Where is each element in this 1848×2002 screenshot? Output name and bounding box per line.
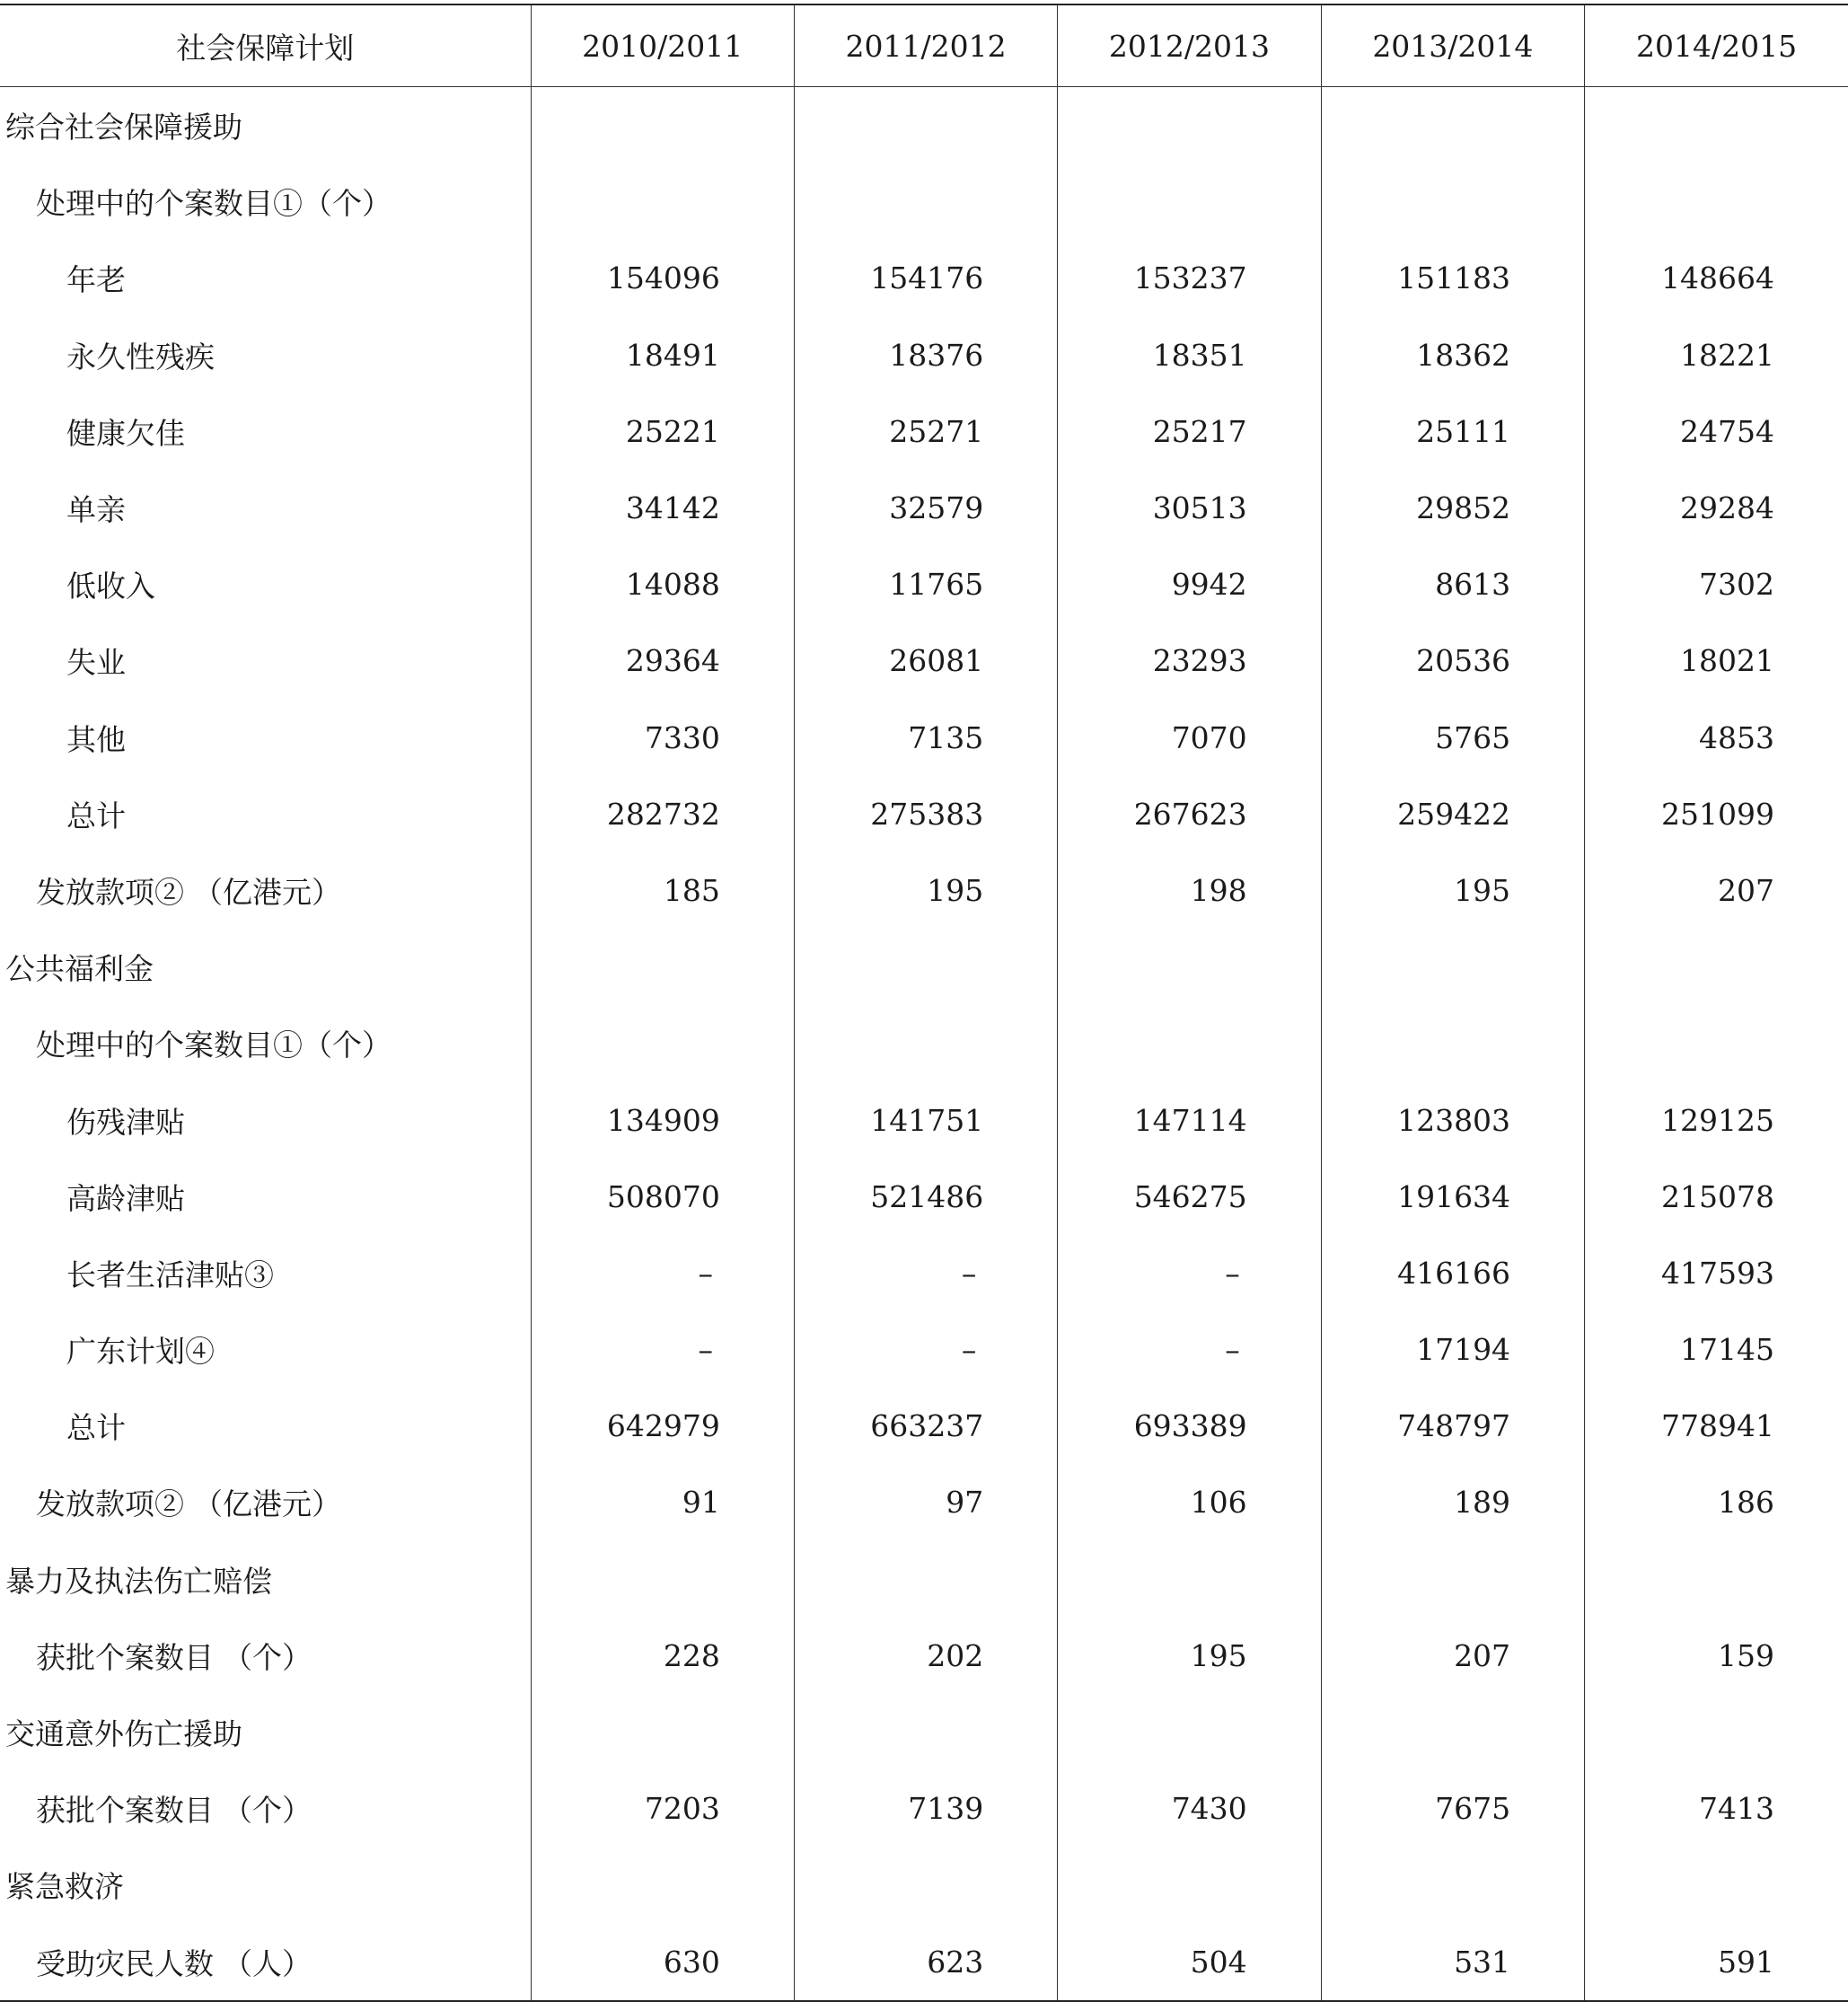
row-label-cell — [0, 1770, 531, 1847]
table-row — [0, 1311, 1848, 1388]
row-label-cell — [0, 393, 531, 470]
value-cell: 25221 — [531, 393, 794, 470]
blank-cell — [794, 1005, 1057, 1081]
value-cell: 195 — [1058, 1618, 1321, 1694]
value-cell: 147114 — [1058, 1081, 1321, 1158]
row-label-cell — [0, 622, 531, 699]
section-row — [0, 87, 1848, 164]
header-year-cell: 2013/2014 — [1321, 4, 1584, 87]
value-cell: 275383 — [794, 776, 1057, 852]
header-label-cell: 社会保障计划 — [0, 4, 531, 87]
row-label-cell — [0, 1847, 531, 1923]
row-label: 低收入 — [66, 569, 155, 604]
table-row — [0, 470, 1848, 546]
row-label: 处理中的个案数目①（个） — [36, 186, 392, 222]
value-cell: 159 — [1585, 1618, 1848, 1694]
subsection-row — [0, 163, 1848, 240]
row-label-cell — [0, 1311, 531, 1388]
row-unit: （个） — [223, 1793, 312, 1829]
subsection-row — [0, 1618, 1848, 1694]
value-cell: 7330 — [531, 700, 794, 776]
value-cell: 25271 — [794, 393, 1057, 470]
value-cell: 693389 — [1058, 1388, 1321, 1464]
row-unit: （人） — [223, 1945, 312, 1981]
blank-cell — [1321, 1005, 1584, 1081]
value-cell: 417593 — [1585, 1235, 1848, 1311]
row-unit: （亿港元） — [193, 874, 341, 910]
blank-cell — [1585, 87, 1848, 164]
subsection-row — [0, 1464, 1848, 1540]
value-cell: 282732 — [531, 776, 794, 852]
dash-mark: – — [961, 1332, 977, 1368]
blank-cell — [1058, 1005, 1321, 1081]
row-label-cell — [0, 929, 531, 1005]
row-label-cell — [0, 852, 531, 929]
blank-cell — [1058, 929, 1321, 1005]
header-row — [0, 4, 1848, 87]
value-cell: 623 — [794, 1924, 1057, 2001]
value-cell: 259422 — [1321, 776, 1584, 852]
value-cell: 504 — [1058, 1924, 1321, 2001]
value-cell: 153237 — [1058, 240, 1321, 316]
table-row — [0, 1081, 1848, 1158]
row-label: 发放款项② — [36, 1486, 184, 1522]
value-cell: 17145 — [1585, 1311, 1848, 1388]
row-label: 广东计划④ — [66, 1334, 215, 1370]
value-cell: 11765 — [794, 546, 1057, 622]
table-row — [0, 776, 1848, 852]
table-row — [0, 622, 1848, 699]
value-cell: 267623 — [1058, 776, 1321, 852]
blank-cell — [1321, 87, 1584, 164]
header-year-cell: 2011/2012 — [794, 4, 1057, 87]
value-cell: 129125 — [1585, 1081, 1848, 1158]
value-cell: 251099 — [1585, 776, 1848, 852]
value-cell: 215078 — [1585, 1159, 1848, 1235]
dash-mark: – — [1225, 1255, 1240, 1291]
blank-cell — [1585, 1005, 1848, 1081]
value-cell: 24754 — [1585, 393, 1848, 470]
blank-cell — [1058, 163, 1321, 240]
social-security-table — [0, 4, 1848, 2002]
value-cell: 151183 — [1321, 240, 1584, 316]
row-label-cell — [0, 1081, 531, 1158]
value-cell: 5765 — [1321, 700, 1584, 776]
blank-cell — [1321, 163, 1584, 240]
value-cell: 7203 — [531, 1770, 794, 1847]
blank-cell — [794, 1694, 1057, 1770]
blank-cell — [531, 1541, 794, 1618]
value-cell: 25111 — [1321, 393, 1584, 470]
table-row — [0, 240, 1848, 316]
blank-cell — [1585, 163, 1848, 240]
value-cell: 18021 — [1585, 622, 1848, 699]
value-cell: 25217 — [1058, 393, 1321, 470]
value-cell: 207 — [1321, 1618, 1584, 1694]
value-cell: 531 — [1321, 1924, 1584, 2001]
dash-mark: – — [698, 1255, 713, 1291]
row-label: 单亲 — [66, 492, 126, 528]
blank-cell — [1585, 1541, 1848, 1618]
blank-cell — [1058, 1541, 1321, 1618]
row-label-cell — [0, 776, 531, 852]
value-cell: 7070 — [1058, 700, 1321, 776]
section-row — [0, 1541, 1848, 1618]
row-label: 其他 — [66, 721, 126, 757]
value-cell: 34142 — [531, 470, 794, 546]
value-cell: 141751 — [794, 1081, 1057, 1158]
value-cell: 521486 — [794, 1159, 1057, 1235]
value-cell: 202 — [794, 1618, 1057, 1694]
value-cell: 7675 — [1321, 1770, 1584, 1847]
row-label-cell — [0, 87, 531, 164]
value-cell: 7135 — [794, 700, 1057, 776]
row-label: 长者生活津贴③ — [66, 1257, 274, 1292]
row-label-cell — [0, 700, 531, 776]
blank-cell — [531, 1694, 794, 1770]
row-label: 紧急救济 — [5, 1869, 124, 1905]
section-row — [0, 929, 1848, 1005]
table-row — [0, 1159, 1848, 1235]
row-unit: （亿港元） — [193, 1486, 341, 1522]
header-year-cell: 2012/2013 — [1058, 4, 1321, 87]
dash-mark: – — [698, 1332, 713, 1368]
row-label: 获批个案数目 — [36, 1793, 214, 1829]
value-cell: 191634 — [1321, 1159, 1584, 1235]
value-cell: 195 — [1321, 852, 1584, 929]
value-cell: 14088 — [531, 546, 794, 622]
row-label: 发放款项② — [36, 874, 184, 910]
table-row — [0, 393, 1848, 470]
row-label: 失业 — [66, 645, 126, 681]
blank-cell — [1585, 1694, 1848, 1770]
row-label: 总计 — [66, 1410, 126, 1446]
value-cell: 4853 — [1585, 700, 1848, 776]
subsection-row — [0, 1770, 1848, 1847]
row-label: 健康欠佳 — [66, 415, 185, 451]
value-cell: 508070 — [531, 1159, 794, 1235]
value-cell: 148664 — [1585, 240, 1848, 316]
value-cell: 185 — [531, 852, 794, 929]
subsection-row — [0, 1005, 1848, 1081]
row-label: 公共福利金 — [5, 951, 154, 987]
value-cell: 198 — [1058, 852, 1321, 929]
table-row — [0, 700, 1848, 776]
value-cell: 7430 — [1058, 1770, 1321, 1847]
blank-cell — [1321, 1847, 1584, 1923]
row-label: 高龄津贴 — [66, 1180, 185, 1216]
blank-cell — [1058, 1847, 1321, 1923]
blank-cell — [1321, 1694, 1584, 1770]
value-cell: 7413 — [1585, 1770, 1848, 1847]
header-year-cell: 2010/2011 — [531, 4, 794, 87]
row-label-cell — [0, 1618, 531, 1694]
blank-cell — [794, 1847, 1057, 1923]
row-label-cell — [0, 317, 531, 393]
row-label-cell — [0, 1235, 531, 1311]
row-label-cell — [0, 546, 531, 622]
table-row — [0, 317, 1848, 393]
value-cell: 18221 — [1585, 317, 1848, 393]
value-cell: 186 — [1585, 1464, 1848, 1540]
row-label-cell — [0, 470, 531, 546]
value-cell: 30513 — [1058, 470, 1321, 546]
value-cell: 778941 — [1585, 1388, 1848, 1464]
value-cell: 18376 — [794, 317, 1057, 393]
row-label-cell — [0, 1388, 531, 1464]
value-cell: 154176 — [794, 240, 1057, 316]
value-cell: 663237 — [794, 1388, 1057, 1464]
value-cell: 630 — [531, 1924, 794, 2001]
value-cell: 18491 — [531, 317, 794, 393]
value-cell: 189 — [1321, 1464, 1584, 1540]
value-cell: 32579 — [794, 470, 1057, 546]
value-cell-empty — [794, 1235, 1057, 1311]
row-label: 永久性残疾 — [66, 339, 215, 375]
value-cell-empty — [1058, 1311, 1321, 1388]
value-cell: 106 — [1058, 1464, 1321, 1540]
row-label-cell — [0, 1005, 531, 1081]
table-row — [0, 546, 1848, 622]
value-cell: 9942 — [1058, 546, 1321, 622]
row-label-cell — [0, 1924, 531, 2001]
blank-cell — [794, 929, 1057, 1005]
value-cell: 591 — [1585, 1924, 1848, 2001]
blank-cell — [794, 1541, 1057, 1618]
section-row — [0, 1694, 1848, 1770]
blank-cell — [1585, 1847, 1848, 1923]
row-label: 综合社会保障援助 — [5, 110, 242, 146]
blank-cell — [531, 163, 794, 240]
blank-cell — [1058, 87, 1321, 164]
value-cell-empty — [531, 1311, 794, 1388]
value-cell: 26081 — [794, 622, 1057, 699]
value-cell: 195 — [794, 852, 1057, 929]
blank-cell — [531, 87, 794, 164]
row-label: 受助灾民人数 — [36, 1945, 214, 1981]
value-cell-empty — [794, 1311, 1057, 1388]
blank-cell — [1058, 1694, 1321, 1770]
blank-cell — [531, 1005, 794, 1081]
row-label: 处理中的个案数目①（个） — [36, 1027, 392, 1063]
subsection-row — [0, 1924, 1848, 2001]
row-label-cell — [0, 163, 531, 240]
subsection-row — [0, 852, 1848, 929]
value-cell: 91 — [531, 1464, 794, 1540]
table-row — [0, 1388, 1848, 1464]
value-cell: 207 — [1585, 852, 1848, 929]
row-label: 获批个案数目 — [36, 1639, 214, 1675]
blank-cell — [1321, 1541, 1584, 1618]
value-cell: 154096 — [531, 240, 794, 316]
value-cell: 18351 — [1058, 317, 1321, 393]
blank-cell — [531, 929, 794, 1005]
value-cell: 228 — [531, 1618, 794, 1694]
table-row — [0, 1235, 1848, 1311]
row-unit: （个） — [223, 1639, 312, 1675]
row-label: 年老 — [66, 262, 126, 298]
row-label-cell — [0, 1694, 531, 1770]
dash-mark: – — [1225, 1332, 1240, 1368]
row-label: 暴力及执法伤亡赔偿 — [5, 1563, 272, 1599]
blank-cell — [794, 163, 1057, 240]
value-cell: 748797 — [1321, 1388, 1584, 1464]
row-label-cell — [0, 1464, 531, 1540]
value-cell-empty — [1058, 1235, 1321, 1311]
value-cell: 416166 — [1321, 1235, 1584, 1311]
value-cell: 17194 — [1321, 1311, 1584, 1388]
value-cell: 123803 — [1321, 1081, 1584, 1158]
value-cell: 546275 — [1058, 1159, 1321, 1235]
value-cell: 642979 — [531, 1388, 794, 1464]
value-cell: 18362 — [1321, 317, 1584, 393]
row-label: 交通意外伤亡援助 — [5, 1716, 242, 1752]
section-row — [0, 1847, 1848, 1923]
value-cell: 97 — [794, 1464, 1057, 1540]
dash-mark: – — [961, 1255, 977, 1291]
value-cell: 29364 — [531, 622, 794, 699]
value-cell: 23293 — [1058, 622, 1321, 699]
header-year-cell: 2014/2015 — [1585, 4, 1848, 87]
row-label: 伤残津贴 — [66, 1104, 185, 1140]
table-body — [0, 87, 1848, 2001]
blank-cell — [531, 1847, 794, 1923]
value-cell: 7139 — [794, 1770, 1057, 1847]
value-cell: 8613 — [1321, 546, 1584, 622]
value-cell: 20536 — [1321, 622, 1584, 699]
value-cell: 134909 — [531, 1081, 794, 1158]
row-label-cell — [0, 1541, 531, 1618]
value-cell: 7302 — [1585, 546, 1848, 622]
row-label-cell — [0, 1159, 531, 1235]
value-cell-empty — [531, 1235, 794, 1311]
value-cell: 29852 — [1321, 470, 1584, 546]
blank-cell — [1585, 929, 1848, 1005]
row-label-cell — [0, 240, 531, 316]
row-label: 总计 — [66, 798, 126, 833]
blank-cell — [1321, 929, 1584, 1005]
value-cell: 29284 — [1585, 470, 1848, 546]
blank-cell — [794, 87, 1057, 164]
